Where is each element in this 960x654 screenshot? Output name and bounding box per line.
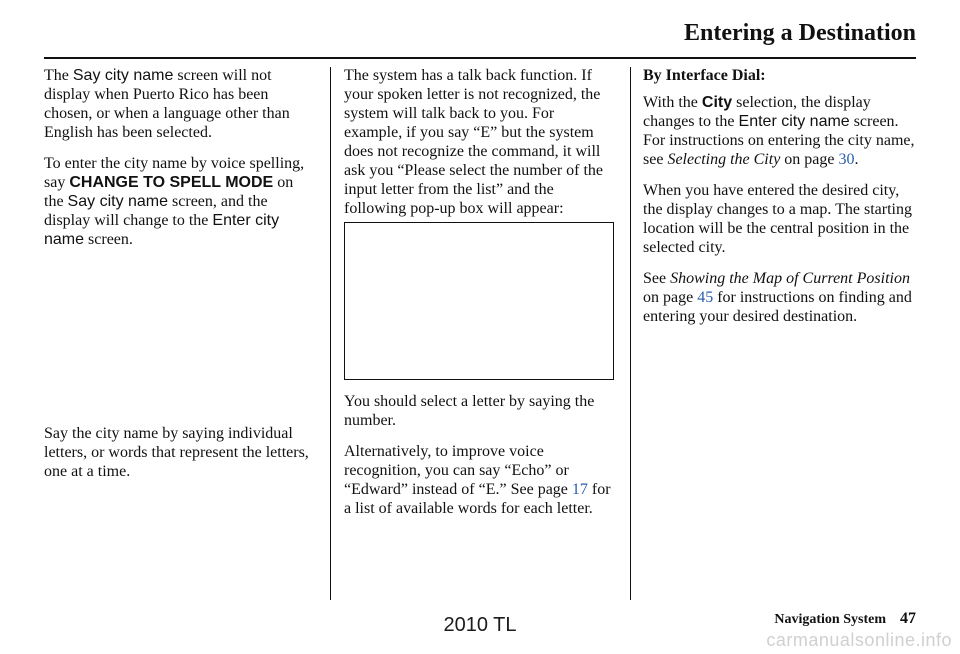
watermark-site: carmanualsonline.info: [766, 630, 952, 650]
footer-label: Navigation System: [774, 612, 886, 627]
watermark-model: 2010 TL: [443, 614, 517, 636]
showing-the-map-reference: Showing the Map of Current Position: [670, 270, 910, 287]
col1-paragraph-2: To enter the city name by voice spelling, say CHANGE TO SPELL MODE on the Say city name screen, and the display will change to the Enter city name screen.: [44, 155, 305, 248]
city-command: City: [701, 94, 733, 111]
column-1: [44, 66, 316, 480]
page-17-link[interactable]: 17: [571, 481, 588, 498]
col2-paragraph-3: Alternatively, to improve voice recognition, you can say “Echo” or “Edward” instead of “E.” See page 17 for a list of available words for each letter.: [344, 443, 611, 517]
page-45-link[interactable]: 45: [697, 289, 714, 306]
enter-city-name-term: Enter city name: [44, 212, 280, 248]
page-header-title: Entering a Destination: [683, 20, 916, 46]
column-divider-1: [330, 67, 331, 600]
page-number: 47: [900, 610, 916, 627]
selecting-the-city-reference: Selecting the City: [667, 151, 781, 168]
col3-heading: By Interface Dial:: [643, 67, 766, 84]
col2-paragraph-1: The system has a talk back function. If your spoken letter is not recognized, the system will talk back to you. For example, if you say “E” but the system does not recognize the command, it will ask you “Please select the number of the input letter from the list” and the following pop-up box will appear:: [344, 67, 604, 217]
column-divider-2: [630, 67, 631, 600]
col1-paragraph-1: The Say city name screen will not display when Puerto Rico has been chosen, or when a language other than English has been selected.: [44, 67, 290, 141]
page-30-link[interactable]: 30: [838, 151, 855, 168]
popup-box-illustration: [344, 222, 614, 380]
enter-city-name-term: Enter city name: [738, 113, 850, 130]
col2-lower: [344, 392, 616, 530]
col3-paragraph-1: With the City selection, the display changes to the Enter city name screen. For instructions on entering the city name, see Selecting the City on page 30.: [643, 94, 915, 168]
column-3: [643, 66, 919, 338]
col1-paragraph-3: Say the city name by saying individual letters, or words that represent the letters, one at a time.: [44, 425, 309, 480]
col3-paragraph-2: When you have entered the desired city, the display changes to a map. The starting location will be the central position in the selected city.: [643, 182, 912, 256]
change-to-spell-mode-command: CHANGE TO SPELL MODE: [69, 174, 274, 191]
col2-paragraph-2: You should select a letter by saying the number.: [344, 393, 595, 429]
header-rule: [44, 57, 916, 59]
say-city-name-term: Say city name: [67, 193, 169, 210]
col3-paragraph-3: See Showing the Map of Current Position on page 45 for instructions on finding and entering your desired destination.: [643, 270, 912, 325]
say-city-name-term: Say city name: [72, 67, 174, 84]
column-2: [344, 66, 616, 517]
